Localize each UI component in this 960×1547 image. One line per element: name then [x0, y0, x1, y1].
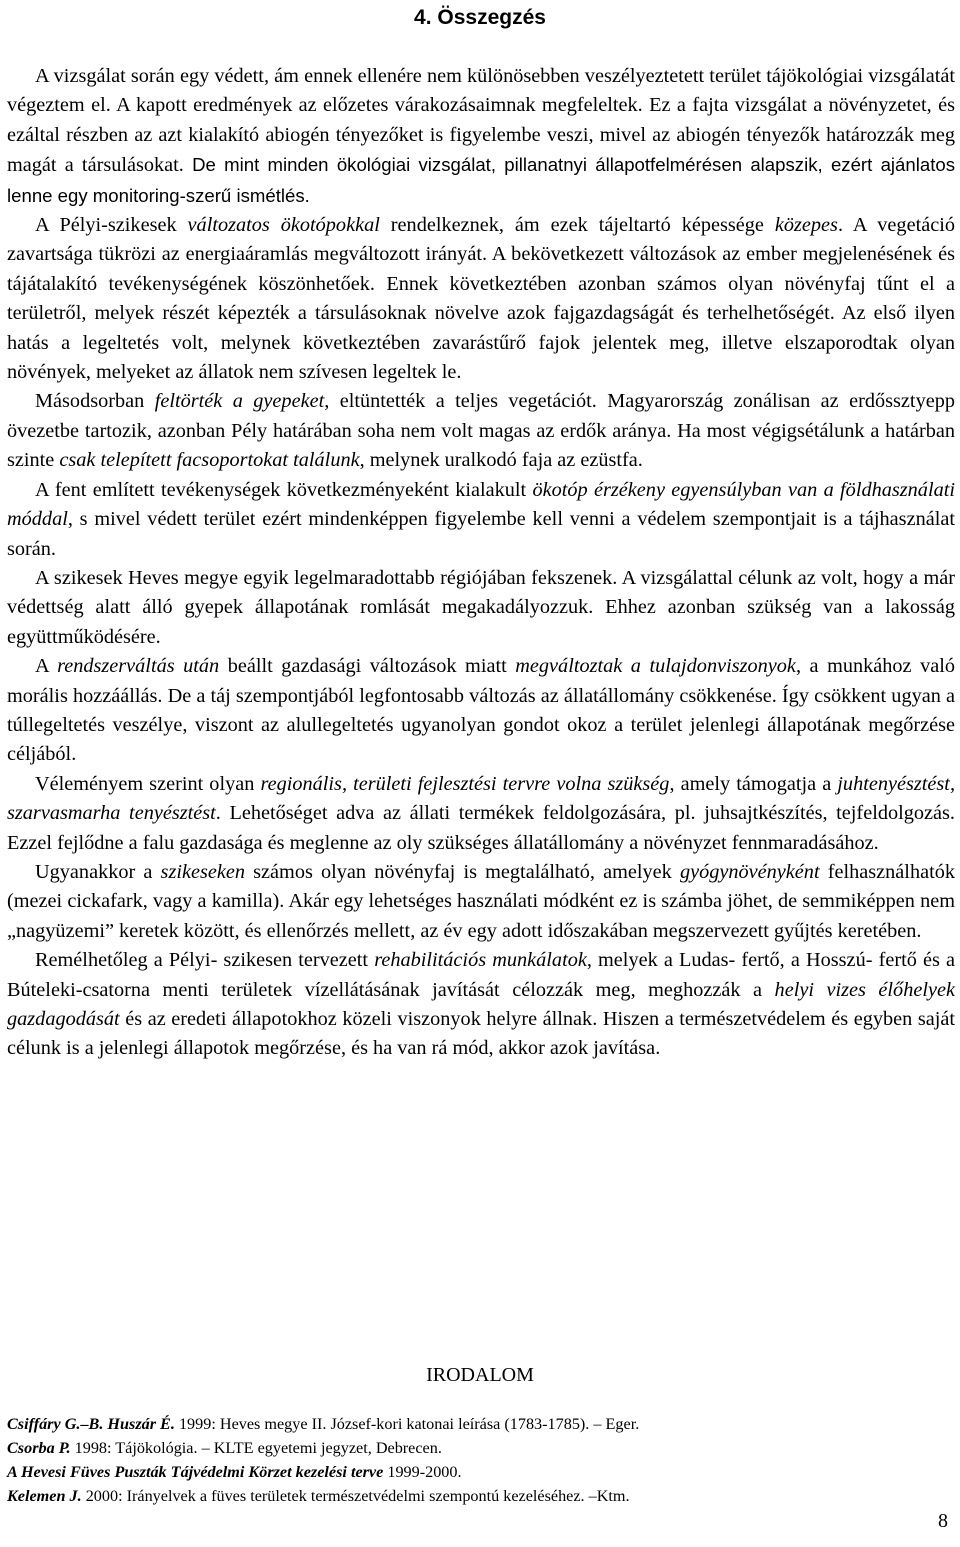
paragraph: [7, 770, 955, 858]
reference-details: 1999-2000.: [383, 1463, 462, 1481]
references-list: [7, 1412, 957, 1508]
paragraph: [7, 211, 955, 387]
paragraph: [7, 387, 955, 475]
text-run: , melyek a Ludas- fertő, a Hosszú- fertő és a Búteleki-csatorna menti területek vízellátásának javítását célozzák meg, meghozzák a: [7, 949, 955, 1001]
text-run: , melynek uralkodó faja az ezüstfa.: [359, 449, 643, 472]
paragraph: [7, 652, 955, 770]
reference-entry: [7, 1484, 957, 1508]
reference-author: Kelemen J.: [7, 1487, 82, 1505]
reference-details: 1999: Heves megye II. József-kori katonai leírása (1783-1785). – Eger.: [174, 1415, 640, 1433]
reference-entry: [7, 1460, 957, 1484]
text-run: , a munkához való morális hozzáállás. De a táj szempontjából legfontosabb változás az állatállomány csökkenése. Így csökkent ugyan a túllegeltetés veszélye, viszont az alullegeltetés ugyanolyan gondot okoz a terület jelenlegi állapotának megőrzése céljából.: [7, 655, 955, 766]
reference-author: Csiffáry G.–B. Huszár É.: [7, 1415, 175, 1433]
reference-author: Csorba P.: [7, 1439, 71, 1457]
italic-text: helyi vizes élőhelyek gazdagodását: [7, 978, 955, 1030]
text-run: , amely támogatja a: [669, 772, 838, 795]
text-run: A vizsgálat során egy védett, ám ennek ellenére nem különösebben veszélyeztetett terület tájökológiai vizsgálatát végeztem el. A kapott eredmények az előzetes várakozásaimnak megfeleltek. Ez a fajta vizsgálat a növényzetet, és ezáltal részben az azt kialakító abiogén tényezőket is figyelembe veszi, mivel az abiogén tényezők határozzák meg magát a társulásokat.: [7, 65, 955, 177]
text-run: felhasználhatók (mezei cickafark, vagy a kamilla). Akár egy lehetséges használati módként ez is számba jöhet, de semmiképpen nem „nagyüzemi” keretek között, és ellenőrzés mellett, az év egy adott időszakában megszervezett gyűjtés keretében.: [7, 860, 956, 942]
text-run: . A vegetáció zavartsága tükrözi az energiaáramlás megváltozott irányát. A bekövetkezett változások az ember megjelenésének és tájátalakító tevékenységének köszönhetőek. Ennek következtében azonban számos olyan növényfaj tűnt el a területről, melyek részét képezték a társulásoknak növelve azok fajgazdagságát és terhelhetőségét. Az első ilyen hatás a legeltetés volt, melynek következtében zavarástűrő fajok jelentek meg, illetve elszaporodtak olyan növények, melyeket az állatok nem szívesen legeltek le.: [7, 214, 955, 384]
italic-text: juhtenyésztést, szarvasmarha tenyésztést: [7, 772, 956, 825]
italic-text: változatos ökotópokkal: [187, 214, 380, 237]
paragraph: [7, 564, 955, 652]
reference-entry: [7, 1436, 957, 1460]
text-run: A szikesek Heves megye egyik legelmaradottabb régiójában fekszenek. A vizsgálattal célunk az volt, hogy a már védettség alatt álló gyepek állapotának romlását megakadályozzuk. Ehhez azonban szükség van a lakosság együttműködésére.: [7, 566, 955, 648]
text-run: Véleményem szerint olyan: [35, 772, 261, 795]
text-run: számos olyan növényfaj is megtalálható, amelyek: [245, 860, 680, 883]
text-run: De mint minden ökológiai vizsgálat, pillanatnyi állapotfelmérésen alapszik, ezért ajánlatos lenne egy monitoring-szerű ismétlés.: [7, 154, 955, 206]
text-run: beállt gazdasági változások miatt: [219, 655, 516, 678]
summary-body: [7, 62, 955, 1064]
italic-text: feltörték a gyepeket: [154, 390, 325, 413]
italic-text: gyógynövényként: [679, 860, 820, 883]
text-run: , eltüntették a teljes vegetációt. Magyarország zonálisan az erdőssztyepp övezetbe tartozik, azonban Pély határában soha nem volt magas az erdők aránya. Ha most végigsétálunk a határban szinte: [7, 390, 955, 472]
reference-author: A Hevesi Füves Puszták Tájvédelmi Körzet kezelési terve: [7, 1463, 384, 1481]
text-run: , s mivel védett terület ezért mindenképpen figyelembe kell venni a védelem szempontjait is a tájhasználat során.: [7, 508, 955, 560]
section-heading: 4. Összegzés: [414, 6, 546, 29]
text-run: Ugyanakkor a: [35, 860, 161, 883]
text-run: A Pélyi-szikesek: [35, 214, 188, 237]
italic-text: közepes: [774, 214, 838, 237]
paragraph: [7, 858, 955, 946]
paragraph: [7, 946, 955, 1064]
text-run: rendelkeznek, ám ezek tájeltartó képessége: [379, 214, 775, 237]
text-run: A: [35, 655, 58, 678]
paragraph: [7, 62, 955, 211]
italic-text: megváltoztak a tulajdonviszonyok: [515, 655, 796, 678]
italic-text: szikeseken: [160, 860, 246, 883]
text-run: Remélhetőleg a Pélyi- szikesen tervezett: [35, 949, 375, 972]
reference-details: 2000: Irányelvek a füves területek természetvédelmi szempontú kezeléséhez. –Ktm.: [81, 1487, 630, 1505]
references-heading: IRODALOM: [426, 1364, 534, 1386]
text-run: A fent említett tevékenységek következményeként kialakult: [35, 478, 533, 501]
text-run: . Lehetőséget adva az állati termékek feldolgozására, pl. juhsajtkészítés, tejfeldolgozás. Ezzel fejlődne a falu gazdasága és meglenne az oly szükséges állatállomány a növényzet fennmaradásához.: [7, 802, 955, 854]
reference-entry: [7, 1412, 957, 1436]
reference-details: 1998: Tájökológia. – KLTE egyetemi jegyzet, Debrecen.: [70, 1439, 442, 1457]
italic-text: rehabilitációs munkálatok: [374, 949, 587, 972]
italic-text: regionális, területi fejlesztési tervre volna szükség: [260, 772, 670, 795]
italic-text: csak telepített facsoportokat találunk: [59, 449, 360, 472]
paragraph: [7, 476, 955, 564]
text-run: és az eredeti állapotokhoz közeli viszonyok helyre állnak. Hiszen a természetvédelem és egyben saját célunk is a jelenlegi állapotok megőrzése, és ha van rá mód, akkor azok javítása.: [7, 1008, 955, 1060]
italic-text: rendszerváltás után: [57, 655, 220, 678]
text-run: Másodsorban: [35, 390, 155, 413]
page-number: 8: [938, 1510, 948, 1532]
italic-text: ökotóp érzékeny egyensúlyban van a földhasználati móddal: [7, 478, 955, 531]
